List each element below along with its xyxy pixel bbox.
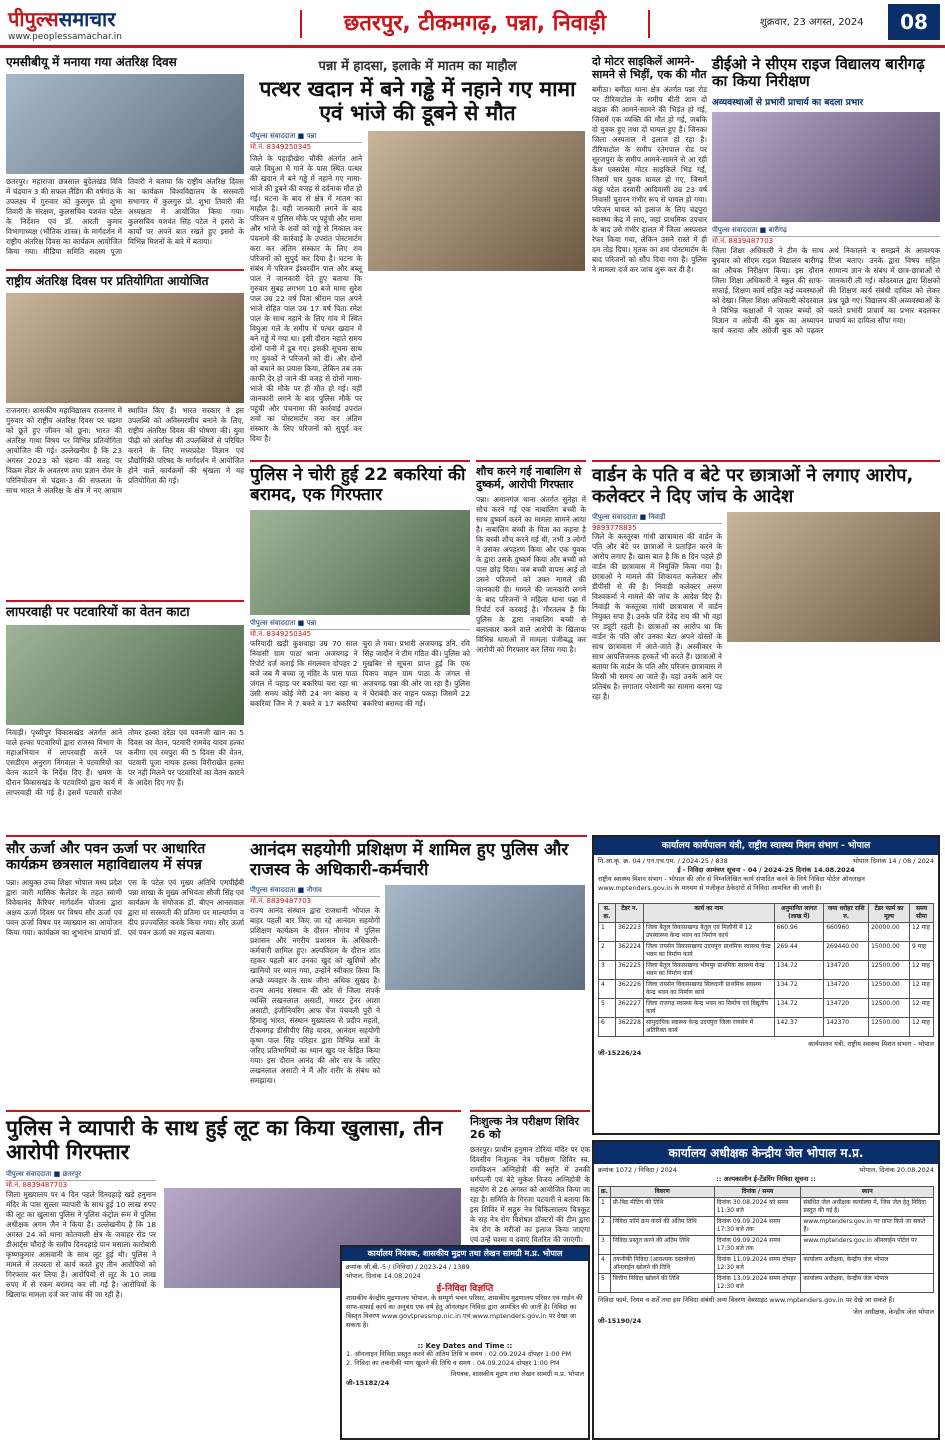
table-row [599, 999, 934, 1018]
patwari-body: निवाड़ी। पृथ्वीपुर विकासखंड अंतर्गत आने वाले हल्का पटवारियों द्वारा राजस्व विभाग के महाअभियान में लापरवाही करने पर एसडीएम अनुराग निंगवाल ने पटवारियों का वेतन काटने के निर्देश दिए हैं। भ्रमण के दौरान विकासखंड के पटवारियों द्वारा कार्य में लापरवाही की गई है। इसमें पटवारी राजेश तोमर हल्का दरेठा एवं पवनजी खान का 5 दिवस का वेतन, पटवारी रामवेद यादव हल्का कनीगा एवं रमपुरा की 5 दिवस की वेतन, पटवारी पूजा नायक हल्का विरौराखेत हल्का पर नहीं मिलने पर पटवारियों का वेतन काटने के आदेश दिए गए हैं। [6, 727, 244, 797]
table-header: टेंडर फार्म का मूल्य [869, 904, 910, 923]
warden-byline: पीपुल्स संवाददाता ■ निवाड़ी [592, 512, 722, 524]
warden-body: जिले के कस्तूरबा गांधी छात्रावास की वार्डन के पति और बेटे पर छात्राओं ने प्रताड़ित करने के आरोप लगाए हैं। खास बात है कि 8 दिन पहले ही वार्डन की छात्रावास में नियुक्ति किया गया है। छात्राओं ने मामले की शिकायत कलेक्टर और डीपीसी से की है। निवाड़ी कलेक्टर अरुण विश्वकर्मा ने मामले की जांच के आदेश दिए हैं। निवाड़ी के कस्तूरबा गांधी छात्रावास में वार्डन नियुक्त सपा हैं। उनके पति देवेंद्र राय की भी वहां पर ड्यूटी रहती है। छात्राओं का आरोप था कि वार्डन के पति और उनका बेटा अपने दोस्तों के साथ छात्रावास में आते-जाते हैं। अस्वीकार के साथ आपत्तिजनक हरकतें भी करते हैं। छात्राओं ने बताया कि वार्डन के पति और परिजन छात्रावास में किसी भी समय आ जाते हैं। यहां उनके आने पर प्रतिबंध है। लगातार परेशानी का सामना करना पड़ रहा है। [592, 532, 722, 702]
table-cell: 5 [599, 999, 616, 1018]
table-cell: 4 [599, 980, 616, 999]
table-row [599, 1198, 934, 1217]
goats-story [250, 460, 470, 830]
table-cell: 12 माह [910, 999, 934, 1018]
table-cell: 362223 [615, 923, 643, 942]
divider [6, 600, 244, 602]
table-cell: दिनांक 09.09.2024 समय 17:30 बजे तक [714, 1236, 801, 1255]
table-cell: 134.72 [774, 961, 824, 980]
msbu-photo [6, 74, 244, 174]
table-cell: 12 माह [910, 1018, 934, 1037]
press-ad-ref: क्रमांक जी.बी.-5 / (निविदा) / 2023-24 / 1389 [346, 1263, 470, 1271]
website-url: www.peoplessamachar.in [8, 32, 122, 42]
jail-ad-title: कार्यालय अधीक्षक केन्द्रीय जेल भोपाल म.प्र. [594, 1142, 938, 1164]
table-header: स्थान [801, 1187, 934, 1198]
table-row [599, 961, 934, 980]
press-ad-keydates-title: :: Key Dates and Time :: [417, 1342, 513, 1350]
divider [250, 835, 587, 837]
divider [592, 460, 940, 462]
msbu-headline: एमसीबीयू में मनाया गया अंतरिक्ष दिवस [6, 55, 177, 69]
table-header: क्र. [599, 1187, 611, 1198]
press-ad-date: भोपाल, दिनांक 14.08.2024 [346, 1272, 421, 1280]
anandam-story [250, 835, 587, 1105]
table-cell: जिला राजगढ़ स्वास्थ्य केन्द्र भवन का निर्माण एवं विद्युतीय कार्य [643, 999, 774, 1018]
table-cell: 2 [599, 1217, 611, 1236]
goats-photo [250, 510, 470, 615]
table-cell: 4 [599, 1255, 611, 1274]
nhm-tender-table [598, 903, 934, 1037]
table-cell: कार्यालय अधीक्षक, केन्द्रीय जेल भोपाल [801, 1255, 934, 1274]
table-cell: 362224 [615, 942, 643, 961]
table-row [599, 980, 934, 999]
bikes-body: बमीठा। बमीठा थाना क्षेत्र अंतर्गत पन्ना रोड पर टीरियाटोल के समीप बीती शाम दो बाइक की आमने-सामने की भिड़ंत हो गई, जिसमें एक व्यक्ति की मौत हो गई, जबकि दो युवक हुए तथा दो घायल हुए हैं। जिनका जिला अस्पताल में इलाज हो रहा है। टीरियाटोल के समीप रतेगपाल रोड पर सूरजपुरा के समीप आमने-सामने से आ रही केश एक्सप्रेस मोटर साइकिलें भिड़ गईं, जिसमें चार युवक घायल हो गए, जिसमें कंछु पटेल दरवारी आदिवासी उम्र 23 वर्ष निवासी चुरारन गंभीर रूप से घायल हो गया। परिजन घायल को इलाज के लिए चंद्रपुरा स्वास्थ्य केंद्र में लाए, जहां प्राथमिक उपचार के बाद उसे गंभीर हालत में जिला अस्पताल रेफर किया गया, लेकिन उसने रास्ते में ही दम तोड़ दिया। मृतक का शव पोस्टमार्टम के बाद परिजनों को सौंप दिया गया है। पुलिस ने मामला दर्ज कर जांच शुरू कर दी है। [592, 85, 707, 275]
robbery-byline: पीपुल्स संवाददाता ■ छतरपुर [6, 1169, 156, 1181]
table-cell: www.mptenders.gov.in पर प्राप्त किये जा सकते हैं। [801, 1217, 934, 1236]
jail-ad-code: जी-15190/24 [598, 1317, 642, 1325]
table-cell: 362228 [615, 1018, 643, 1037]
table-cell: 12 माह [910, 961, 934, 980]
eyecamp-body: छतरपुर। प्राचीन हनुमान टोरिया मंदिर पर एक दिवसीय निःशुल्क नेत्र परीक्षण शिविर स्व. रामकिशन अग्निहोत्री की स्मृति में उनकी धर्मपत्नी एवं बेटे मुकेश विजय अग्निहोत्री के सहयोग से 26 अगस्त को आयोजित किया जा रहा है। समिति के गिरजा पटवारी ने बताया कि इस शिविर में सद्गुरु नेत्र चिकित्सालय चित्रकूट के सह नेत्र रोग विशेषज्ञ डॉक्टरों की टीम द्वारा नेत्र रोग के मरीजों का इलाज किया जाएगा एवं उन्हें चश्मा व दवाएं वितरित की जाएंगी। [470, 1145, 590, 1245]
anandam-mobile: मो.नं. 8839487703 [250, 897, 312, 906]
anandam-body: राज्य आनंद संस्थान द्वारा राजधानी भोपाल के बाहर पहली बार किए जा रहे आनंदम सहयोगी प्रशिक्षण कार्यक्रम के दौरान नौगांव में पुलिस प्रशासन और नगरीय प्रशासन के अधिकारी-कर्मचारी शामिल हुए। अल्पविराम के दौरान शांत रहकर पहली बार उनका खुद को खुशियों और खामियों पर ध्यान गया, उन्होंने स्वीकार किया कि अच्छे व्यवहार के साथ जीना अधिक सुखद है। राज्य आनंद संस्थान की ओर से जिला संपर्क व्यक्ति लखनलाल असाटी, मास्टर ट्रेनर आशा असाटी, इंजीनियरिंग आफ चेंज पंचवली पुरी ने हिमांशु भारत, संस्थान मुख्यालय से प्रदीप महतो, टीकमगढ़ डीसीपीए सिंह यादव, आनंदम सहयोगी कृष्ण पाल सिंह परिहार द्वारा विभिन्न सत्रों के जरिए प्रतिभागियों का ध्यान खुद पर केंद्रित किया गया। इस दौरान आनंद की ओर सत्र के जरिए लखनलाल असाटी ने मैं और शरीर के संबंध को समझाया। [250, 906, 380, 1086]
table-cell: 12500.00 [869, 999, 910, 1018]
patwari-story [6, 600, 244, 830]
table-cell: 269440.00 [824, 942, 869, 961]
table-cell: 269.44 [774, 942, 824, 961]
table-cell: 6 [599, 1018, 616, 1037]
divider [476, 460, 586, 462]
table-row [599, 1255, 934, 1274]
logo-text-left: पीपुल्स [8, 7, 59, 31]
warden-headline: वार्डन के पति व बेटे पर छात्राओं ने लगाए आरोप, कलेक्टर ने दिए जांच के आदेश [592, 465, 914, 507]
table-cell: 134.72 [774, 980, 824, 999]
patwari-photo [6, 625, 244, 725]
drowning-story [250, 56, 585, 444]
drowning-mobile: मो.नं. 8349250345 [250, 143, 312, 152]
table-cell: 5 [599, 1274, 611, 1293]
table-cell: www.mptenders.gov.in ऑनलाईन पोर्टल पर [801, 1236, 934, 1255]
table-cell: 362227 [615, 999, 643, 1018]
nhm-ad-intro: राष्ट्रीय स्वास्थ्य मिशन संभाग - भोपाल की ओर से निम्नलिखित कार्य संपादित करने के लिये निविदा पोर्टल ऑनलाइन www.mptenders.gov.in के माध्यम से पंजीकृत ठेकेदारों से निविदा आमंत्रित की जाती है। [598, 875, 865, 892]
table-cell: 134.72 [774, 999, 824, 1018]
competition-photo [6, 293, 244, 403]
drowning-body: जिले के पहाड़ीखेरा चौकी अंतर्गत आने वाले विघुआ में गाने के पास स्थित पत्थर की खदान में बने गड्ढे में नहाने गए मामा-भांजे की डूबने की वजह से दर्दनाक मौत हो गई। घटना के बाद से क्षेत्र में मातम का माहौल है। वहीं जानकारी लगने के बाद परिजन व पुलिस मौके पर पहुंची और मामा और भांजे के शवों को गड्ढे से निकाल कर पंचनामे की कार्रवाई के उपरांत पोस्टमार्टम करा कर अंतिम संस्कार के लिए शव परिजनों को सुपुर्द कर दिया है। घटना के संबंध में परिजन ईश्वरदीन पाल और बब्लू पाल ने जानकारी देते हुए बताया कि गुरुवार सुबह लगभग 10 बजे मामा सुरेश पाल उम्र 22 वर्ष पिता श्रीराम पाल अपने भांजे रोहित पाल उम्र 17 वर्ष पिता रमेश पाल के साथ नहाने के लिए गांव में स्थित विघुआ गले के समीप में पत्थर खदान में बने गड्ढे में गया था। इसी दौरान नहाते समय दोनों पानी में डूब गए। इसकी सूचना साथ गए युवकों ने परिजनों को दी। और दोनों को बचाने का प्रयास किया, लेकिन तब तक काफी देर हो जाने की वजह से दोनों मामा-भांजे की मौके पर ही मौत हो गई। वहीं जानकारी लगने के बाद पुलिस मौके पर पहुंची और पंचनामा की कार्रवाई उपरांत शवों का पोस्टमार्टम करा कर अंतिम संस्कार के लिए परिजनों को सुपुर्द कर दिया है। [250, 154, 362, 444]
press-ad-keydate: 2. निविदा का तकनीकी भाग खुलने की तिथि व समय : 04.09.2024 दोपहर 1:00 PM [346, 1359, 560, 1367]
table-header: समय सीमा [910, 904, 934, 923]
table-cell: 362225 [615, 961, 643, 980]
warden-mobile: 9893778835 [592, 524, 637, 533]
shauch-story [476, 460, 586, 830]
table-cell: 660.96 [774, 923, 824, 942]
press-ad-code: जी-15182/24 [346, 1379, 390, 1387]
table-header: विवरण [610, 1187, 714, 1198]
warden-photo [727, 512, 940, 642]
nhm-ad-ref: नि.आ.कृ. क्र. 04 / एन.एच.एम. / 2024-25 / 838 [598, 857, 728, 865]
table-cell: वित्तीय निविदा खोलने की तिथि [610, 1274, 714, 1293]
table-cell: 1 [599, 1198, 611, 1217]
table-cell: दिनांक 30.08.2024 को समय 11:30 बजे [714, 1198, 801, 1217]
table-header: दिनांक / समय [714, 1187, 801, 1198]
jail-schedule-table [598, 1186, 934, 1293]
table-cell: जिला बैतूल विकासखण्ड भीमपुर प्राथमिक स्वास्थ्य केन्द्र भवन का निर्माण कार्य [643, 961, 774, 980]
divider [250, 460, 470, 462]
goats-byline: पीपुल्स संवाददाता ■ पन्ना [250, 618, 470, 630]
table-row [599, 1236, 934, 1255]
table-cell: 15000.00 [869, 942, 910, 961]
jail-ad-footer: निविदा फार्म, नियम व शर्तें तथा इस निविदा संबंधी अन्य विवरण वेबसाइट www.mptenders.gov.in पर देखे जा सकते हैं। [598, 1296, 895, 1304]
table-cell: दिनांक 13.09.2024 समय दोपहर 12:30 बजे [714, 1274, 801, 1293]
table-cell: तकनीकी निविदा (आवश्यक दस्तावेज) ऑनलाईन खोलने की तिथि [610, 1255, 714, 1274]
table-cell: 9 माह [910, 942, 934, 961]
table-cell: जिला बैतूल विकासखण्ड बैतूल एवं मिलौनी में 12 उपस्वास्थ्य केन्द्र भवन का निर्माण कार्य [643, 923, 774, 942]
table-cell: 12500.00 [869, 1018, 910, 1037]
table-cell: संबंधित जेल अधीक्षक कार्यालय में, जिस जेल हेतु निविदा प्रस्तुत की गई है। [801, 1198, 934, 1217]
table-header: अनुमानित लागत (लाख में) [774, 904, 824, 923]
table-cell: कार्यालय अधीक्षक, केन्द्रीय जेल भोपाल [801, 1274, 934, 1293]
table-cell: जिला रायसेन विकासखण्ड उदयपुरा प्राथमिक स्वास्थ्य केन्द्र भवन का निर्माण कार्य [643, 942, 774, 961]
nhm-ad-notice: ई - निविदा आमंत्रण सूचना - 04 / 2024-25 दिनांक 14.08.2024 [677, 866, 855, 874]
jail-ad-ref: क्रमांक 1072 / निविदा / 2024 [598, 1166, 678, 1174]
table-cell: 12 माह [910, 980, 934, 999]
solar-headline: सौर ऊर्जा और पवन ऊर्जा पर आधारित कार्यक्रम छत्रसाल महाविद्यालय में संपन्न [6, 841, 206, 874]
deo-photo [712, 112, 940, 222]
table-cell: 134720 [824, 961, 869, 980]
logo-text-right: समाचार [58, 7, 116, 31]
robbery-mobile: मो.नं. 8839487703 [6, 1181, 68, 1190]
nhm-ad [592, 835, 940, 1135]
table-row [599, 1217, 934, 1236]
table-cell: प्री-बिड मीटिंग की तिथि [610, 1198, 714, 1217]
warden-story [592, 460, 940, 835]
table-cell: 362226 [615, 980, 643, 999]
table-cell: 12 माह [910, 923, 934, 942]
table-cell: 12500.00 [869, 961, 910, 980]
goats-body: फरियादी खड़ी कुशवाहा उम्र 70 साल निवासी ग्राम पाठा थाना अजयगढ़ ने रिपोर्ट दर्ज कराई कि मंगलवार दोपहर 2 बजे जब मैं बच्चा जू मंदिर के पास पाठा जंगल में पहाड़ पर बकरियां चरा रहा था उसी समय कोई मेरी 24 नग बकरा व बकरियां जिन में 7 बकरे व 17 बकरियां चुरा ले गया। प्रभारी अजयगढ़ उनि. रवि सिंह जादौन ने टीम गठित की। पुलिस को मुखबिर से सूचना प्राप्त हुई कि एक पिकप वाहन ग्राम पाठा के जंगल से अजयगढ़ पन्ना की ओर जा रहा है। पुलिस ने घेराबंदी कर वाहन पकड़ा जिसमें 22 बकरियां बरामद की गईं। [250, 639, 470, 709]
table-cell: 3 [599, 961, 616, 980]
shauch-headline: शौच करने गई नाबालिग से दुष्कर्म, आरोपी गिरफ्तार [476, 465, 582, 491]
table-header: जमा धरोहर राशि रु. [824, 904, 869, 923]
eyecamp-headline: निःशुल्क नेत्र परीक्षण शिविर 26 को [470, 1115, 579, 1141]
divider [6, 1110, 461, 1112]
deo-story [712, 56, 940, 456]
table-cell: 3 [599, 1236, 611, 1255]
robbery-headline: पुलिस ने व्यापारी के साथ हुई लूट का किया खुलासा, तीन आरोपी गिरफ्तार [6, 1116, 443, 1165]
press-ad [340, 1245, 590, 1440]
table-cell: 142370 [824, 1018, 869, 1037]
table-row [599, 1018, 934, 1037]
jail-ad-sign: जेल अधीक्षक, केन्द्रीय जेल भोपाल [852, 1308, 934, 1316]
nhm-ad-code: जी-15226/24 [598, 1049, 642, 1057]
goats-headline: पुलिस ने चोरी हुई 22 बकरियां की बरामद, एक गिरफ्तार [250, 465, 466, 505]
nhm-ad-sign: कार्यपालन यंत्री, राष्ट्रीय स्वास्थ्य मिशन संभाग - भोपाल [808, 1040, 934, 1048]
table-cell: 142.37 [774, 1018, 824, 1037]
table-cell: दिनांक 11.09.2024 समय दोपहर 12:30 बजे [714, 1255, 801, 1274]
masthead [0, 0, 945, 48]
divider [6, 269, 244, 271]
table-cell: 134720 [824, 999, 869, 1018]
table-cell: निविदा प्रस्तुत करने की अंतिम तिथि [610, 1236, 714, 1255]
drowning-kicker: पन्ना में हादसा, इलाके में मातम का माहौल [318, 59, 517, 74]
robbery-body: जिला मुख्यालय पर 4 दिन पहले दिनदहाड़े खड़े हनुमान मंदिर के पास सुल्ला व्यापारी के साथ हुई 10 लाख रुपए की लूट का खुलासा पुलिस ने पुलिस कंट्रोल रूम में पुलिस अधीक्षक अगम जैन ने किया है। उल्लेखनीय है कि 18 अगस्त 24 को थाना कोतवाली क्षेत्र के जवाहर रोड पर डीआर्ट्स चौराहे के समीप दिनदहाड़े पान मसाला कारोबारी कृष्णकुमार आसवानी के साथ लूट हुई थी। पुलिस ने मामले में तत्परता से कार्य करते हुए तीन आरोपियों को गिरफ्तार कर लिया है। आरोपियों से लूट के 10 लाख रुपए में से रकम बरामद कर ली गई है। आरोपियों के खिलाफ मामला दर्ज कर जांच की जा रही है। [6, 1190, 156, 1299]
solar-body: पन्ना। आयुक्त उच्च शिक्षा भोपाल मध्य प्रदेश द्वारा जारी मासिक कैलेंडर के तहत स्वामी विवेकानंद कैरियर मार्गदर्शन योजना द्वारा अक्षय ऊर्जा दिवस पर विषय सौर ऊर्जा एवं पवन ऊर्जा विषय पर व्याख्यान का आयोजन किया गया। कार्यक्रम का शुभारंभ प्राचार्य डॉ. एस के पटेल एवं मुख्य अतिथि एमपीईबी पन्ना शाखा के मुख्य अभियंता सौजी सिंह एवं कार्यक्रम के संयोजक डॉ. बीएन आनसवाल द्वारा मां सरस्वती की प्रतिमा पर माल्यार्पण व दीप प्रज्ज्वलित करके किया गया। सौर ऊर्जा एवं पवन ऊर्जा का महत्त्व बताया। [6, 878, 244, 938]
table-cell: 2 [599, 942, 616, 961]
jail-ad-date: भोपाल, दिनांक 20.08.2024 [859, 1166, 934, 1174]
shauch-body: पन्ना। अमानगंज थाना अंतर्गत सुनेहा में सौच करने गई एक नाबालिग बच्ची के साथ दुष्कर्म करने का मामला सामने आया है। नाबालिग बच्ची के पिता का कहना है कि बच्ची शौच करने गई थी, तभी 3 लोगों ने उसका अपहरण किया और एक युवक के द्वारा उसके दुष्कर्म किया और बच्ची को पास छोड़ दिया। जब बच्ची वापस आई तो उसने परिजनों को उक्त मामले की जानकारी दी। मामले की जानकारी लगने के बाद परिजनों ने महिला थाना पन्ना में रिपोर्ट दर्ज करवाई है। गौरतलब है कि पुलिस के द्वारा नाबालिग बच्ची से बलात्कार करने वाले आरोपी के खिलाफ विभिन्न धाराओं में मामला पंजीबद्ध कर आरोपी को गिरफ्तार कर लिया गया है। [476, 495, 586, 655]
patwari-headline: लापरवाही पर पटवारियों का वेतन काटा [6, 605, 190, 620]
press-ad-notice: ई-निविदा विज्ञप्ति [436, 1284, 494, 1294]
deo-subhead: अव्यवस्थाओं से प्रभारी प्राचार्य का बदला प्रभार [712, 97, 864, 108]
table-cell: 20000.00 [869, 923, 910, 942]
table-row [599, 923, 934, 942]
nhm-ad-title: कार्यालय कार्यपालन यंत्री, राष्ट्रीय स्वास्थ्य मिशन संभाग - भोपाल [594, 837, 938, 855]
competition-body: राजनगर। शासकीय महाविद्यालय राजनगर में गुरुवार को राष्ट्रीय अंतरिक्ष दिवस पर चंद्रमा को छूते हुए जीवन को छूना: भारत की अंतरिक्ष गाथा विषय पर विभिन्न प्रतियोगिता आयोजित की गई। उल्लेखनीय है कि 23 अगस्त 2023 को चंद्रमा की सतह पर विक्रम लेंडर के अवतरण तथा प्रज्ञान रोवर के परिनियोजन से चंद्रमा-3 की सफलता के साथ भारत ने अंतरिक्ष के क्षेत्र में नए आयाम स्थापित किए हैं। भारत सरकार ने इस उपलब्धि को अविस्मरणीय बनाने के लिए, राष्ट्रीय अंतरिक्ष दिवस की घोषणा की। युवा पीढ़ी को अंतरिक्ष की उपलब्धियों से परिचित कराने के लिए मध्यप्रदेश विज्ञान एवं प्रौद्योगिकी परिषद के मार्गदर्शन में आयोजित होने वाले कार्यक्रमों की श्रृंखला में यह प्रतियोगिता की गई। [6, 405, 244, 495]
table-row [599, 942, 934, 961]
section-cities: छतरपुर, टीकमगढ़, पन्ना, निवाड़ी [300, 10, 650, 38]
table-header: कार्य का नाम [643, 904, 774, 923]
issue-date: शुक्रवार, 23 अगस्त, 2024 [760, 17, 864, 28]
table-cell: सामुदायिक स्वास्थ्य केन्द्र उदयपुरा जिला रायसेन में अतिरिक्त कार्य [643, 1018, 774, 1037]
nhm-ad-date: भोपाल दिनांक 14 / 08 / 2024 [852, 857, 934, 865]
press-ad-title: कार्यालय नियंत्रक, शासकीय मुद्रण तथा लेखन सामग्री म.प्र. भोपाल [342, 1247, 588, 1261]
drowning-byline: पीपुल्स संवाददाता ■ पन्ना [250, 131, 362, 143]
jail-ad [592, 1140, 940, 1440]
table-header: टेंडर न. [615, 904, 643, 923]
msbu-body: छतरपुर। महाराजा छत्रसाल बुंदेलखंड विवि में चंद्रयान 3 की सफल लैंडिंग की वर्षगांठ के उपलक्ष्य में गुरुवार को कुलगुरु प्रो शुभा तिवारी के संरक्षण, कुलसचिव यशवंत पटेल के निर्देशन एवं डॉ. आरती कुमार विभागाध्यक्ष (भौतिक शास्त्र) के मार्गदर्शन में राष्ट्रीय अंतरिक्ष दिवस का कार्यक्रम आयोजित किया गया। मीडिया समिति सदस्य पूजा तिवारी ने बताया कि राष्ट्रीय अंतरिक्ष दिवस का कार्यक्रम विश्वविद्यालय के सरस्वती सभागार में कुलगुरु प्रो. शुभा तिवारी की अध्यक्षता में आयोजित किया गया। कुलसचिव यशवंत सिंह पटेल ने इसरो के कार्यों पर अपने बात रखते हुए इसरो के विभिन्न मिशनों के बारे में बताया। [6, 176, 244, 256]
table-cell: निविदा फॉर्म क्रय करने की अंतिम तिथि [610, 1217, 714, 1236]
goats-mobile: मो.नं. 8349250345 [250, 630, 312, 639]
drowning-photo [368, 131, 585, 271]
table-cell: 12500.00 [869, 980, 910, 999]
deo-body: जिला शिक्षा अधिकारी ने टीम के साथ बुधवार को सीएम राइज विद्यालय बारीगढ़ का औचक निरीक्षण किया। इस दौरान जिला शिक्षा अधिकारी ने स्कूल की साफ-सफाई, शिक्षण कार्य सहित कई व्यवस्थाओं को देखा। जिला शिक्षा अधिकारी कोदरवाल ने विभिन्न कक्षाओं में जाकर बच्चों को विज्ञान व अंग्रेजी की बुक का अध्यापन कार्य कराया और अंग्रेजी बुक को पढ़कर अर्थ निकालने व समझने के आवश्यक टिप्स बताए। उनके द्वारा विषय सहित सामान्य ज्ञान के संबंध में छात्र-छात्राओं से जानकारी ली गई। कोदरवाल द्वारा शिक्षकों की शिक्षण कार्य संबंधी दायित्व को लेकर प्रश्न पूछे गए। विद्यालय की अव्यवस्थाओं के चलते प्रभारी प्राचार्य का प्रभार बदलकर प्राचार्य का दायित्व सौंपा गया। [712, 245, 940, 335]
jail-ad-notice: :: अल्पकालीन ई-टेंडरिंग निविदा सूचना :: [716, 1175, 816, 1183]
bikes-headline: दो मोटर साइकिलें आमने-सामने से भिड़ीं, एक की मौत [592, 55, 707, 81]
deo-headline: डीईओ ने सीएम राइज विद्यालय बारीगढ़ का किया निरीक्षण [712, 55, 925, 91]
bikes-story [592, 56, 707, 456]
left-column-top [6, 56, 244, 626]
competition-headline: राष्ट्रीय अंतरिक्ष दिवस पर प्रतियोगिता आयोजित [6, 273, 209, 288]
table-cell: 660960 [824, 923, 869, 942]
press-ad-keydate: 1. ऑनलाइन निविदा प्रस्तुत करने की अंतिम तिथि व समय : 02.09.2024 दोपहर 1:00 PM [346, 1350, 572, 1358]
anandam-headline: आनंदम सहयोगी प्रशिक्षण में शामिल हुए पुलिस और राजस्व के अधिकारी-कर्मचारी [250, 840, 569, 880]
table-row [599, 1274, 934, 1293]
drowning-headline: पत्थर खदान में बने गड्ढे में नहाने गए मामा एवं भांजे की डूबने से मौत [259, 77, 576, 126]
table-cell: 1 [599, 923, 616, 942]
divider [470, 1110, 590, 1112]
table-cell: 134720 [824, 980, 869, 999]
page-number: 08 [888, 4, 940, 40]
press-ad-body: शासकीय केन्द्रीय मुद्रणालय भोपाल, के सम्पूर्ण भवन परिसर, शासकीय मुद्रणालय परिसर एवं गार्डन की साफ-सफाई कार्य का अनुबंध एक वर्ष हेतु ऑनलाइन निविदा द्वारा आमंत्रित की जाती है। निविदा का विस्तृत विवरण www.govtpressmp.nic.in एवं www.mptenders.gov.in पर देखा जा सकता है। [346, 1294, 583, 1329]
table-header: स. क्र. [599, 904, 616, 923]
deo-mobile: मो.नं. 8839487703 [712, 236, 774, 245]
table-cell: दिनांक 09.09.2024 समय 17:30 बजे तक [714, 1217, 801, 1236]
table-cell: जिला रायसेन विकासखण्ड सिलवानी प्राथमिक स्वास्थ्य केन्द्र भवन का निर्माण कार्य [643, 980, 774, 999]
anandam-photo [385, 885, 585, 990]
deo-byline: पीपुल्स संवाददाता ■ बारीगढ़ [712, 225, 940, 237]
press-ad-sign: नियंत्रक, शासकीय मुद्रण तथा लेखन सामग्री म.प्र. भोपाल [450, 1370, 584, 1378]
anandam-byline: पीपुल्स संवाददाता ■ नौगांव [250, 885, 380, 897]
newspaper-logo [8, 4, 115, 34]
